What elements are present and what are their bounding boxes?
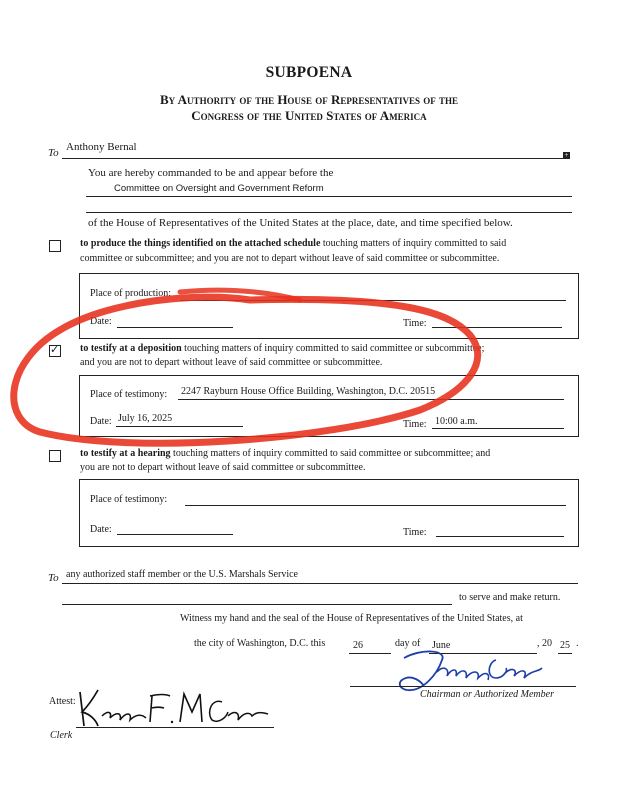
production-date-line[interactable] xyxy=(117,327,233,328)
hearing-date-label: Date: xyxy=(90,524,112,535)
deposition-date-value: July 16, 2025 xyxy=(118,413,173,424)
recipient-name: Anthony Bernal xyxy=(66,141,137,153)
production-lead: to produce the things identified on the attached schedule xyxy=(80,238,321,249)
document-title: SUBPOENA xyxy=(265,64,353,81)
service-line-2[interactable] xyxy=(62,604,452,605)
hearing-lead: to testify at a hearing xyxy=(80,448,171,459)
service-to-line[interactable] xyxy=(62,583,578,584)
month-value: June xyxy=(432,640,451,651)
year-value: 25 xyxy=(560,640,570,651)
place-of-production-label: Place of production: xyxy=(90,288,172,299)
deposition-check-mark: ✓ xyxy=(50,343,60,356)
hearing-place-label: Place of testimony: xyxy=(90,494,168,505)
hearing-date-line[interactable] xyxy=(117,534,233,535)
deposition-checkbox[interactable] xyxy=(49,345,61,357)
production-checkbox[interactable] xyxy=(49,240,61,252)
hearing-instruction-line-1 xyxy=(80,448,490,459)
deposition-instruction-line-1 xyxy=(80,343,484,354)
production-date-label: Date: xyxy=(90,316,112,327)
field-marker-icon: + xyxy=(564,151,569,159)
clerk-signature xyxy=(76,682,276,730)
witness-text: Witness my hand and the seal of the House of Representatives of the United States, at xyxy=(180,613,523,624)
service-to-value: any authorized staff member or the U.S. Marshals Service xyxy=(66,569,298,580)
hearing-instruction-line-2: you are not to depart without leave of said committee or subcommittee. xyxy=(80,462,366,473)
production-instruction-line-2: committee or subcommittee; and you are not to depart without leave of said committee or subcommittee. xyxy=(80,253,500,264)
deposition-time-value: 10:00 a.m. xyxy=(435,416,478,427)
day-line[interactable] xyxy=(349,653,391,654)
deposition-place-line[interactable] xyxy=(178,399,564,400)
authority-line-1: By Authority of the House of Representatives of the xyxy=(159,92,459,107)
deposition-rest: touching matters of inquiry committed to said committee or subcommittee; xyxy=(184,343,485,354)
hearing-place-line[interactable] xyxy=(185,505,566,506)
deposition-place-label: Place of testimony: xyxy=(90,389,168,400)
chairman-caption-text: Chairman or Authorized Member xyxy=(420,689,554,700)
hearing-time-line[interactable] xyxy=(436,536,564,537)
committee-underline-1 xyxy=(86,196,572,197)
recipient-underline xyxy=(62,158,568,159)
commanded-text: You are hereby commanded to be and appear before the xyxy=(88,167,334,179)
city-text: the city of Washington, D.C. this xyxy=(194,638,326,649)
deposition-place-value: 2247 Rayburn House Office Building, Washington, D.C. 20515 xyxy=(181,386,436,397)
year-prefix: , 20 xyxy=(537,638,552,649)
to-label: To xyxy=(48,147,59,159)
attest-label: Attest: xyxy=(49,696,76,707)
production-rest: touching matters of inquiry committed to said xyxy=(322,238,507,249)
deposition-date-label: Date: xyxy=(90,416,112,427)
day-value: 26 xyxy=(353,640,363,651)
committee-underline-2 xyxy=(86,212,572,213)
place-specified-text: of the House of Representatives of the United States at the place, date, and time specified below. xyxy=(88,217,513,229)
hearing-rest: touching matters of inquiry committed to said committee or subcommittee; and xyxy=(173,448,491,459)
production-instruction-line-1 xyxy=(80,238,506,249)
clerk-caption: Clerk xyxy=(50,730,73,741)
production-time-line[interactable] xyxy=(432,327,562,328)
deposition-instruction-line-2: and you are not to depart without leave of said committee or subcommittee. xyxy=(80,357,383,368)
serve-and-return-text: to serve and make return. xyxy=(459,592,561,603)
hearing-time-label: Time: xyxy=(403,527,427,538)
committee-name: Committee on Oversight and Government Reform xyxy=(114,183,324,194)
authority-line-2: Congress of the United States of America xyxy=(191,108,427,123)
deposition-time-label: Time: xyxy=(403,419,427,430)
service-to-label: To xyxy=(48,572,59,584)
day-of-text: day of xyxy=(395,638,421,649)
deposition-date-line[interactable] xyxy=(116,426,243,427)
chairman-signature-line[interactable] xyxy=(350,686,576,687)
year-suffix: . xyxy=(576,638,579,649)
clerk-signature-line[interactable] xyxy=(76,727,274,728)
production-time-label: Time: xyxy=(403,318,427,329)
production-details-box xyxy=(79,273,579,339)
deposition-time-line[interactable] xyxy=(432,428,564,429)
year-line[interactable] xyxy=(558,653,572,654)
deposition-lead: to testify at a deposition xyxy=(80,343,182,354)
hearing-checkbox[interactable] xyxy=(49,450,61,462)
place-of-production-line[interactable] xyxy=(180,300,566,301)
